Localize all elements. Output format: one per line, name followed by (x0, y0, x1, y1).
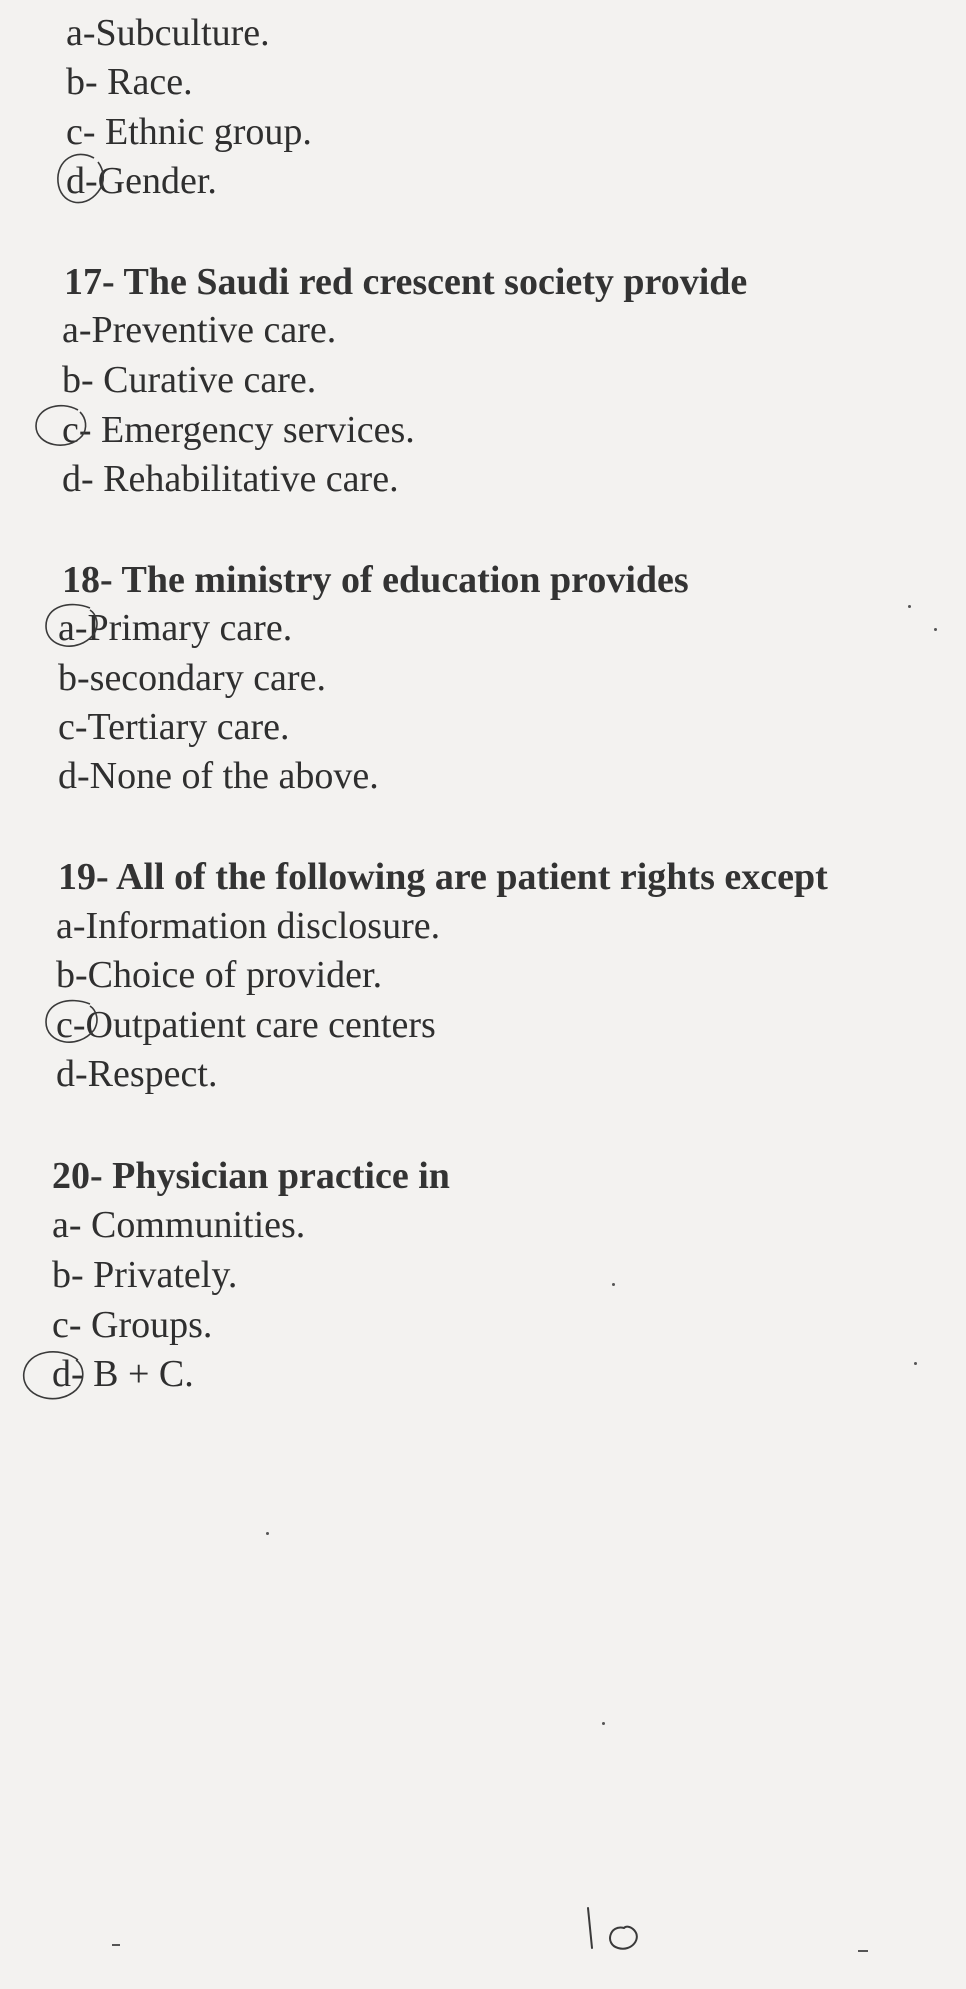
option-16d: d-Gender. (66, 160, 217, 202)
option-16a: a-Subculture. (66, 12, 270, 54)
option-19d: d-Respect. (56, 1053, 218, 1095)
scan-speck (602, 1722, 605, 1725)
scan-speck (612, 1283, 615, 1286)
option-16c: c- Ethnic group. (66, 111, 312, 153)
option-20a: a- Communities. (52, 1204, 306, 1246)
page-number (580, 1900, 660, 1960)
option-19c: c-Outpatient care centers (56, 1004, 436, 1046)
option-20b: b- Privately. (52, 1254, 238, 1296)
question-18: 18- The ministry of education provides (62, 559, 689, 601)
scan-speck (934, 628, 937, 631)
option-16b: b- Race. (66, 61, 193, 103)
scan-speck (914, 1362, 917, 1365)
option-17c: c- Emergency services. (62, 409, 415, 451)
option-18d: d-None of the above. (58, 755, 379, 797)
option-19a: a-Information disclosure. (56, 905, 441, 947)
option-18c: c-Tertiary care. (58, 706, 290, 748)
option-18b: b-secondary care. (58, 657, 326, 699)
option-19b: b-Choice of provider. (56, 954, 383, 996)
scan-speck (266, 1532, 269, 1535)
scan-speck (858, 1950, 868, 1952)
scan-speck (908, 605, 911, 608)
question-17: 17- The Saudi red crescent society provide (64, 261, 748, 303)
option-17d: d- Rehabilitative care. (62, 458, 399, 500)
question-20: 20- Physician practice in (52, 1155, 450, 1197)
option-17a: a-Preventive care. (62, 309, 337, 351)
question-19: 19- All of the following are patient rights except (58, 856, 828, 898)
option-20c: c- Groups. (52, 1304, 213, 1346)
option-20d: d- B + C. (52, 1353, 194, 1395)
option-17b: b- Curative care. (62, 359, 317, 401)
option-18a: a-Primary care. (58, 607, 293, 649)
scan-speck (112, 1944, 120, 1946)
